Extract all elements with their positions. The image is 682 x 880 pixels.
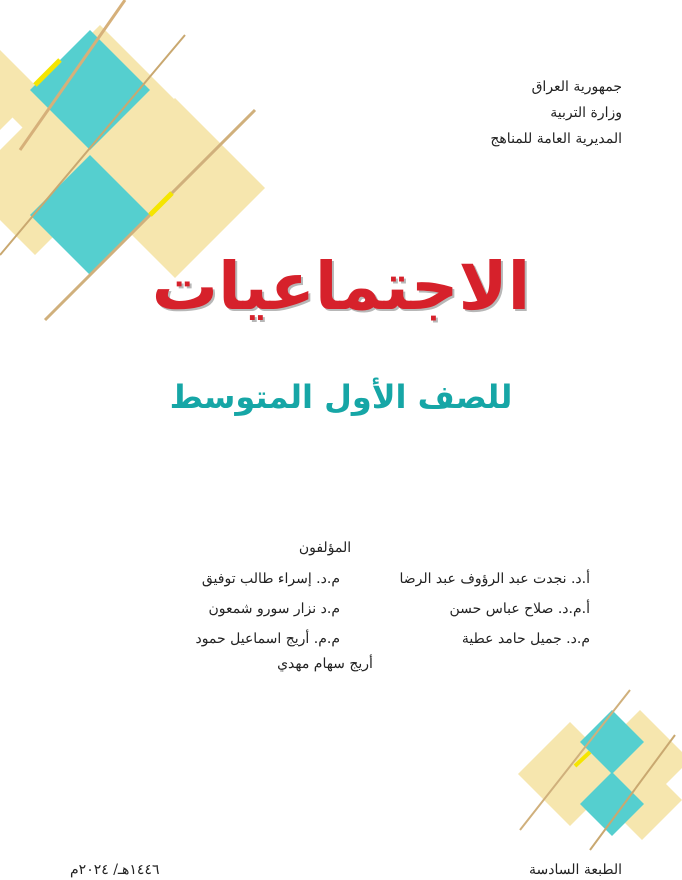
author-name: م.د. إسراء طالب توفيق	[201, 571, 340, 587]
ministry-header	[490, 74, 622, 152]
country-name: جمهورية العراق	[531, 79, 622, 95]
authors-heading: المؤلفون	[298, 540, 352, 556]
ministry-name: وزارة التربية	[550, 105, 622, 121]
author-row	[60, 564, 590, 594]
author-name: م.د نزار سورو شمعون	[208, 601, 340, 617]
authors-block	[60, 540, 590, 672]
author-row	[60, 594, 590, 624]
author-name: أريج سهام مهدي	[277, 656, 373, 672]
directorate-name: المديرية العامة للمناهج	[490, 131, 622, 147]
book-subtitle: للصف الأول المتوسط	[169, 378, 513, 416]
author-name: أ.م.د. صلاح عباس حسن	[449, 601, 590, 617]
author-name: م.م. أريج اسماعيل حمود	[195, 631, 340, 647]
bottom-right-diamonds	[518, 690, 682, 850]
author-name: أ.د. نجدت عبد الرؤوف عبد الرضا	[399, 571, 590, 587]
author-row	[60, 624, 590, 654]
book-title: الاجتماعيات	[151, 248, 531, 325]
author-name: م.د. جميل حامد عطية	[461, 631, 590, 647]
publication-year: ١٤٤٦هـ/ ٢٠٢٤م	[70, 862, 160, 878]
edition-label: الطبعة السادسة	[529, 862, 622, 878]
